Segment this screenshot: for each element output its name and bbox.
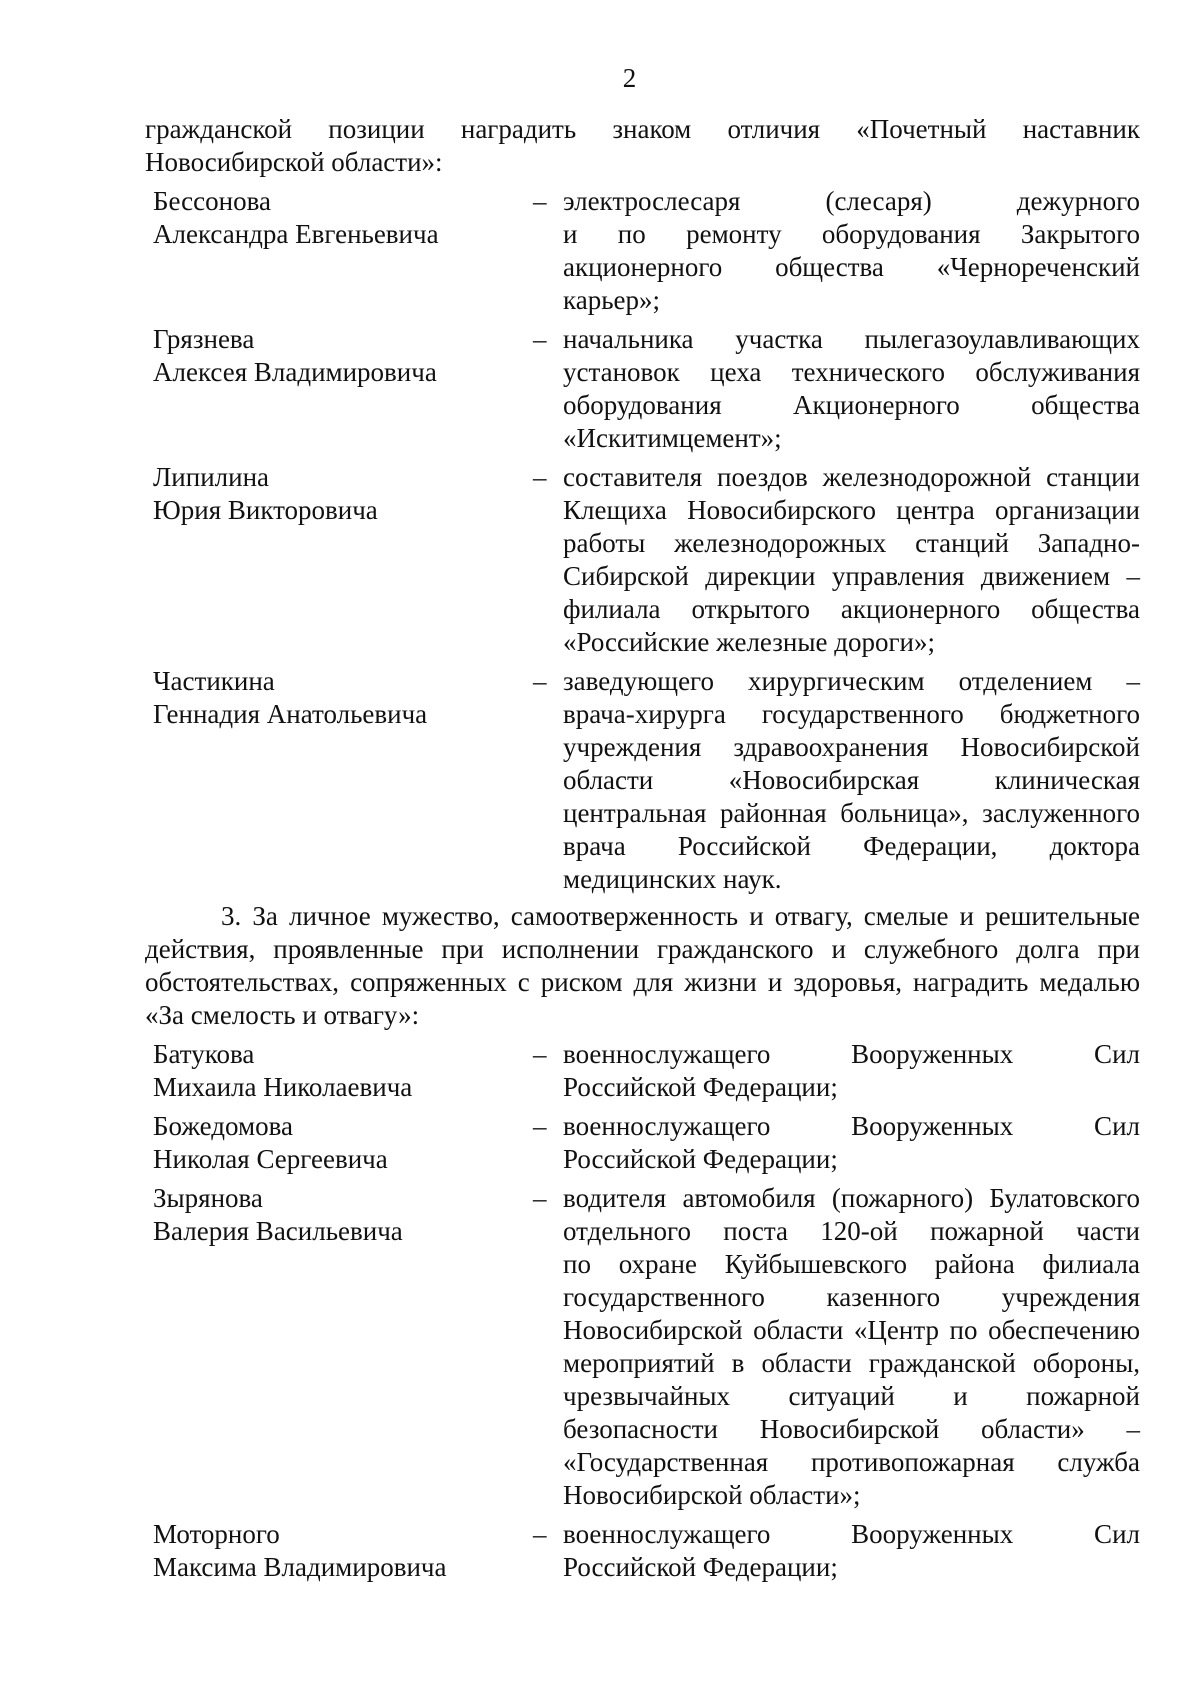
section-3-paragraph [145, 900, 1140, 1032]
dash-separator: – [533, 186, 547, 216]
position-line: чрезвычайных ситуаций и пожарной [563, 1381, 1140, 1411]
position-line: военнослужащего Вооруженных Сил [563, 1111, 1140, 1141]
awardee-name [153, 1110, 533, 1176]
intro-line: гражданской позиции наградить знаком отличия «Почетный наставник [145, 114, 1140, 144]
awardee-position [563, 1518, 1140, 1584]
awardee-given-names: Алексея Владимировича [153, 357, 437, 387]
position-line: Сибирской дирекции управления движением – [563, 561, 1140, 591]
position-line: Российской Федерации; [563, 1144, 838, 1174]
dash-separator: – [533, 1183, 547, 1213]
awardee-surname: Зырянова [153, 1183, 263, 1213]
position-line: по охране Куйбышевского района филиала [563, 1249, 1140, 1279]
position-line: Новосибирской области»; [563, 1480, 861, 1510]
awardee-entry [153, 1518, 1140, 1584]
awardee-name [153, 1182, 533, 1512]
position-line: «Искитимцемент»; [563, 423, 782, 453]
position-line: военнослужащего Вооруженных Сил [563, 1039, 1140, 1069]
position-line: мероприятий в области гражданской обороны, [563, 1348, 1140, 1378]
section-3-line: 3. За личное мужество, самоотверженность и отвагу, смелые и решительные [221, 901, 1140, 931]
dash-separator: – [533, 666, 547, 696]
awardee-given-names: Михаила Николаевича [153, 1072, 413, 1102]
dash-separator: – [533, 324, 547, 354]
awardee-entry [153, 461, 1140, 659]
awardee-surname: Моторного [153, 1519, 280, 1549]
awardee-name [153, 1518, 533, 1584]
position-line: «Государственная противопожарная служба [563, 1447, 1140, 1477]
awardee-entry [153, 665, 1140, 896]
position-line: водителя автомобиля (пожарного) Булатовского [563, 1183, 1140, 1213]
awardee-position [563, 665, 1140, 896]
awardee-surname: Липилина [153, 462, 270, 492]
awardee-given-names: Николая Сергеевича [153, 1144, 388, 1174]
awardee-entry [153, 323, 1140, 455]
awardee-entry [153, 185, 1140, 317]
intro-line: Новосибирской области»: [145, 147, 443, 177]
awardee-name [153, 1038, 533, 1104]
position-line: государственного казенного учреждения [563, 1282, 1140, 1312]
position-line: врача Российской Федерации, доктора [563, 831, 1140, 861]
position-line: карьер»; [563, 285, 660, 315]
position-line: работы железнодорожных станций Западно- [563, 528, 1140, 558]
dash-separator: – [533, 462, 547, 492]
position-line: центральная районная больница», заслуженного [563, 798, 1140, 828]
position-line: составителя поездов железнодорожной станции [563, 462, 1140, 492]
position-line: заведующего хирургическим отделением – [563, 666, 1140, 696]
awardee-surname: Грязнева [153, 324, 255, 354]
awardee-position [563, 323, 1140, 455]
awardee-given-names: Максима Владимировича [153, 1552, 447, 1582]
awardee-entry [153, 1110, 1140, 1176]
awardee-surname: Частикина [153, 666, 275, 696]
position-line: Новосибирской области «Центр по обеспечению [563, 1315, 1140, 1345]
awardee-given-names: Александра Евгеньевича [153, 219, 439, 249]
position-line: филиала открытого акционерного общества [563, 594, 1140, 624]
awardee-entry [153, 1182, 1140, 1512]
awardee-surname: Батукова [153, 1039, 255, 1069]
section-3-line: «За смелость и отвагу»: [145, 1000, 420, 1030]
awardee-name [153, 323, 533, 455]
awardee-name [153, 665, 533, 896]
awardee-surname: Божедомова [153, 1111, 293, 1141]
intro-paragraph [145, 113, 1140, 179]
dash-separator: – [533, 1519, 547, 1549]
position-line: и по ремонту оборудования Закрытого [563, 219, 1140, 249]
position-line: области «Новосибирская клиническая [563, 765, 1140, 795]
awardee-entry [153, 1038, 1140, 1104]
awardee-name [153, 461, 533, 659]
position-line: военнослужащего Вооруженных Сил [563, 1519, 1140, 1549]
awardee-position [563, 1038, 1140, 1104]
position-line: оборудования Акционерного общества [563, 390, 1140, 420]
position-line: медицинских наук. [563, 864, 782, 894]
awardee-given-names: Геннадия Анатольевича [153, 699, 428, 729]
section-3-line: действия, проявленные при исполнении гражданского и служебного долга при [145, 934, 1140, 964]
awardee-position [563, 1110, 1140, 1176]
position-line: учреждения здравоохранения Новосибирской [563, 732, 1140, 762]
position-line: акционерного общества «Чернореченский [563, 252, 1140, 282]
position-line: врача-хирурга государственного бюджетного [563, 699, 1140, 729]
position-line: Российской Федерации; [563, 1552, 838, 1582]
position-line: начальника участка пылегазоулавливающих [563, 324, 1140, 354]
awardee-position [563, 1182, 1140, 1512]
awardee-given-names: Валерия Васильевича [153, 1216, 403, 1246]
position-line: электрослесаря (слесаря) дежурного [563, 186, 1140, 216]
position-line: Российской Федерации; [563, 1072, 838, 1102]
position-line: «Российские железные дороги»; [563, 627, 935, 657]
awardee-name [153, 185, 533, 317]
section-3-line: обстоятельствах, сопряженных с риском для жизни и здоровья, наградить медалью [145, 967, 1140, 997]
awardee-position [563, 185, 1140, 317]
position-line: установок цеха технического обслуживания [563, 357, 1140, 387]
dash-separator: – [533, 1039, 547, 1069]
dash-separator: – [533, 1111, 547, 1141]
position-line: отдельного поста 120-ой пожарной части [563, 1216, 1140, 1246]
position-line: безопасности Новосибирской области» – [563, 1414, 1140, 1444]
awardee-given-names: Юрия Викторовича [153, 495, 378, 525]
awardee-surname: Бессонова [153, 186, 271, 216]
page-number: 2 [622, 63, 637, 93]
awardee-position [563, 461, 1140, 659]
position-line: Клещиха Новосибирского центра организации [563, 495, 1140, 525]
